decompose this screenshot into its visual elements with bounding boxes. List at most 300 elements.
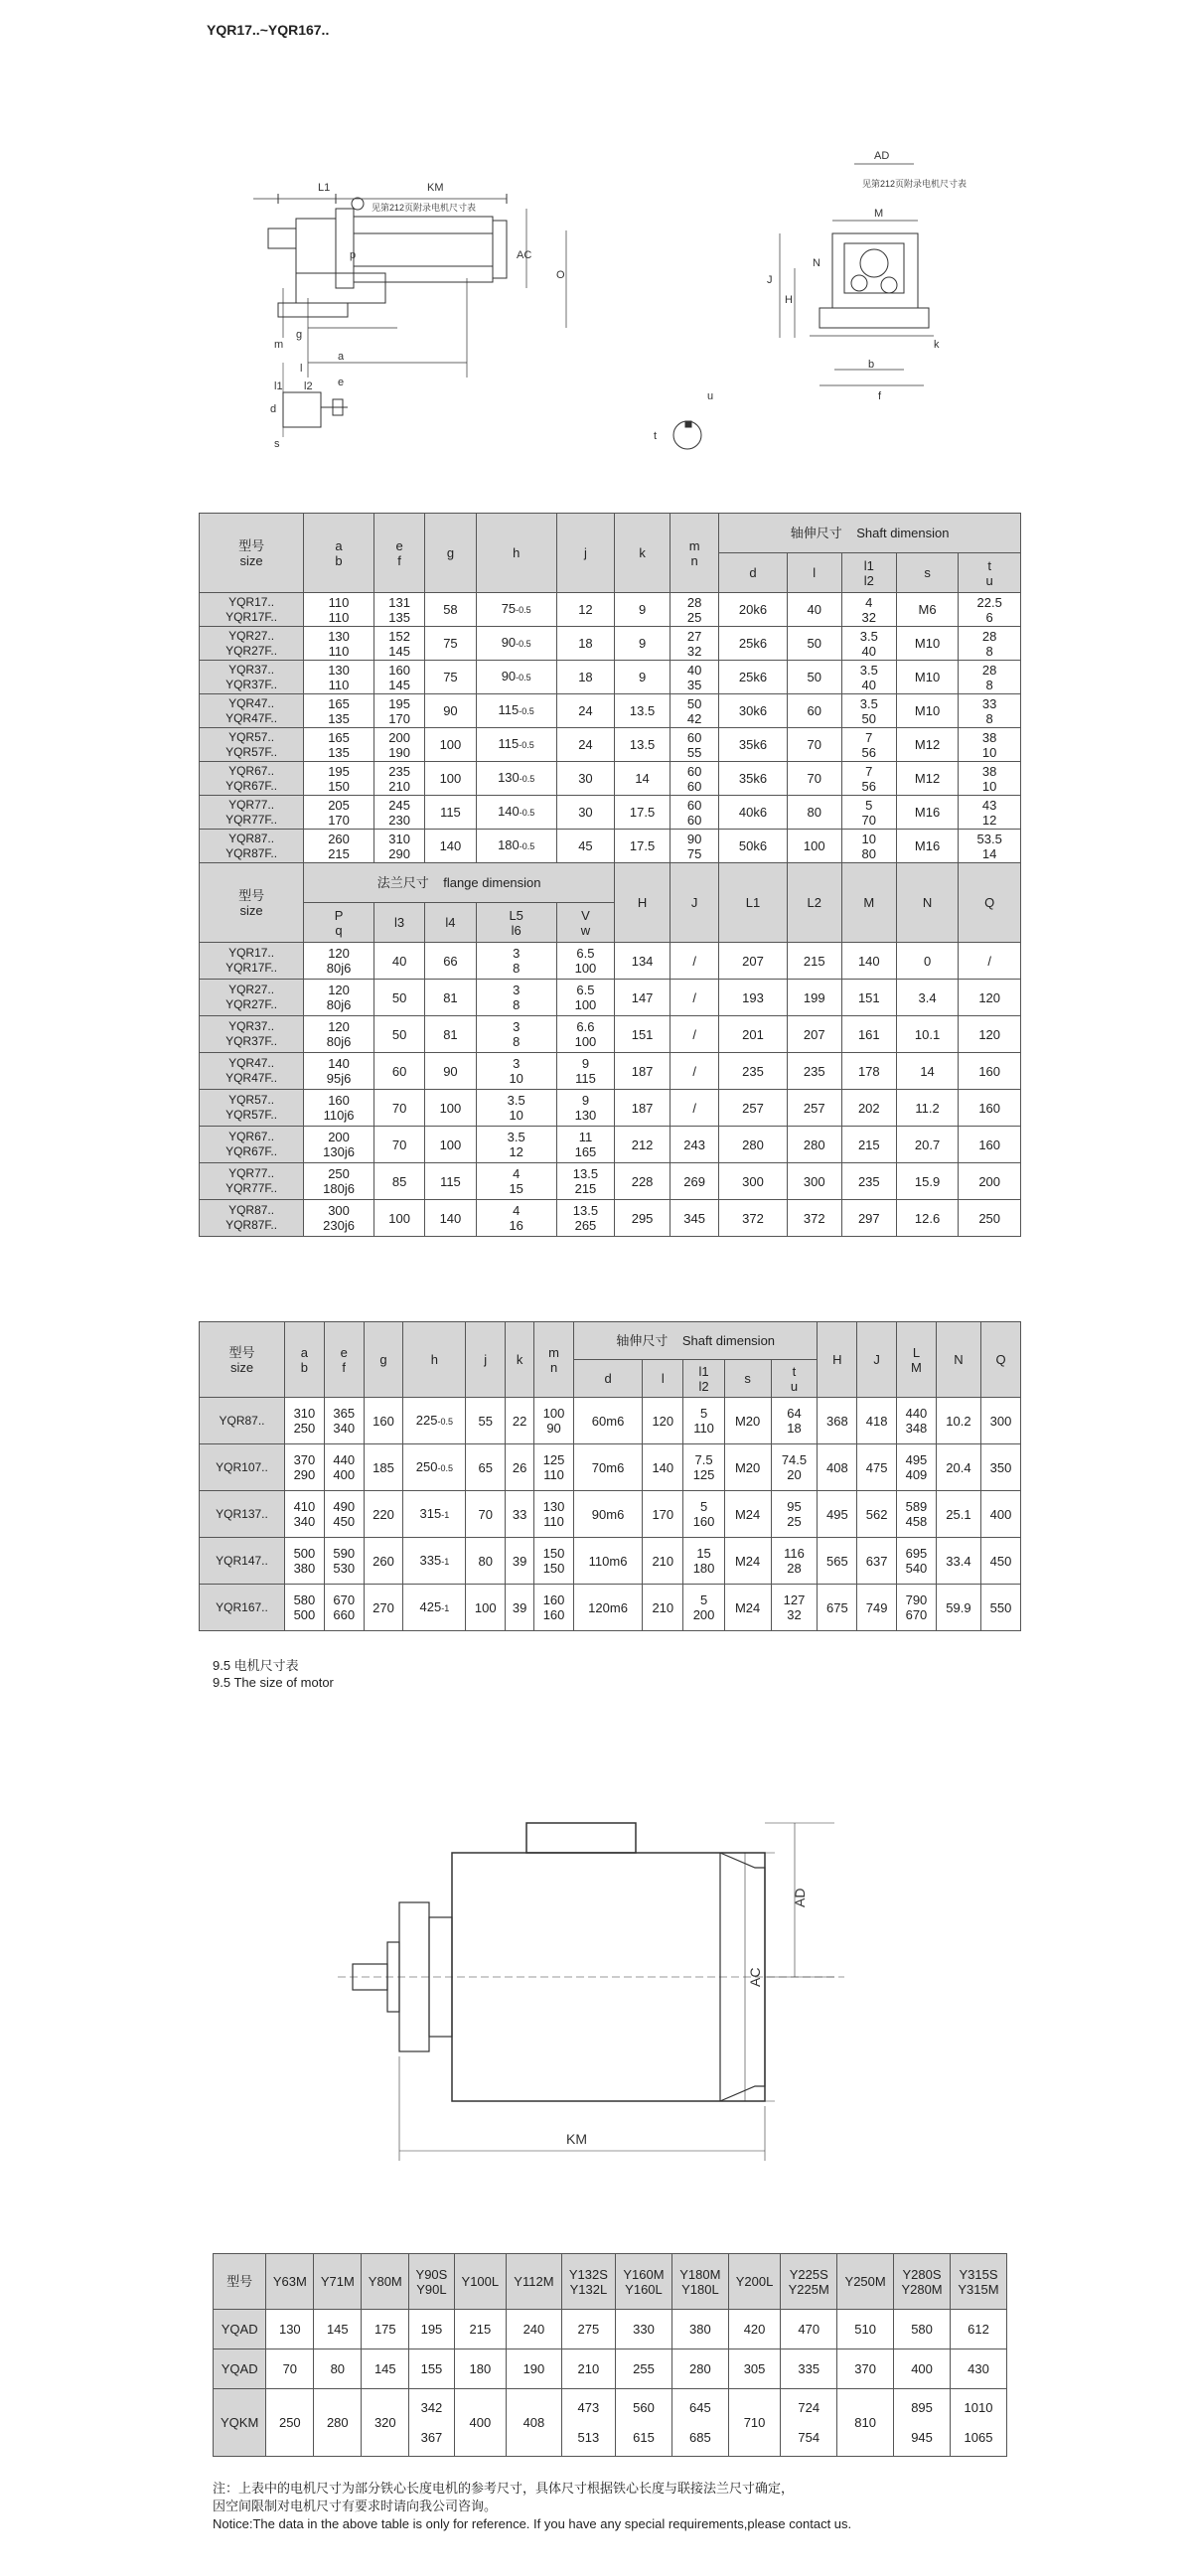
row-label: YQAD [214,2310,266,2349]
cell-k: 13.5 [615,728,670,762]
cell-L2: 300 [787,1163,841,1200]
size-cell: YQR147.. [200,1538,285,1585]
cell-N: 10.1 [896,1016,959,1053]
cell-k: 14 [615,762,670,796]
cell-J: / [670,943,719,980]
motor-model-header: Y80M [362,2254,409,2310]
motor-model-header: Y71M [314,2254,362,2310]
cell-d: 35k6 [719,728,787,762]
table-row [200,830,1021,863]
cell-Q: 120 [959,1016,1021,1053]
cell-J: / [670,1053,719,1090]
cell-ad: 70 [266,2349,314,2389]
cell-l12: 5 160 [683,1491,724,1538]
cell-ad: 80 [314,2349,362,2389]
cell-l: 170 [643,1491,683,1538]
cell-ac: 240 [507,2310,562,2349]
cell-h: 335-1 [403,1538,466,1585]
cell-N: 0 [896,943,959,980]
cell-h: 180-0.5 [476,830,556,863]
label-shaft-l1: l1 [274,380,283,392]
table-row [200,943,1021,980]
cell-l4: 140 [425,1200,476,1237]
table-row [200,796,1021,830]
size-cell: YQR27.. YQR27F.. [200,980,304,1016]
cell-tu: 95 25 [771,1491,818,1538]
cell-ad: 155 [409,2349,454,2389]
cell-vw: 6.5 100 [556,943,614,980]
size-cell: YQR67.. YQR67F.. [200,1127,304,1163]
cell-vw: 6.6 100 [556,1016,614,1053]
cell-M: 178 [841,1053,896,1090]
cell-H: 368 [818,1398,857,1444]
label-H: H [785,294,793,306]
cell-H: 187 [615,1053,670,1090]
cell-tu: 22.5 6 [959,593,1021,627]
cell-k: 33 [506,1491,534,1538]
cell-ab: 205 170 [304,796,374,830]
cell-L1: 280 [719,1127,787,1163]
cell-l3: 85 [373,1163,424,1200]
cell-l4: 90 [425,1053,476,1090]
cell-mn: 60 60 [670,762,719,796]
cell-km: 895 945 [894,2389,951,2457]
cell-j: 18 [556,627,614,661]
size-cell: YQR37.. YQR37F.. [200,1016,304,1053]
cell-k: 9 [615,661,670,694]
cell-l56: 3.5 12 [476,1127,556,1163]
cell-k: 22 [506,1398,534,1444]
cell-tu: 53.5 14 [959,830,1021,863]
motor-row-km [214,2389,1007,2457]
cell-l3: 70 [373,1090,424,1127]
cell-k: 26 [506,1444,534,1491]
cell-N: 20.7 [896,1127,959,1163]
cell-H: 408 [818,1444,857,1491]
cell-j: 30 [556,796,614,830]
cell-g: 270 [364,1585,403,1631]
cell-l: 140 [643,1444,683,1491]
table-row [200,593,1021,627]
size-cell: YQR47.. YQR47F.. [200,694,304,728]
cell-j: 55 [466,1398,506,1444]
table-row [200,1053,1021,1090]
cell-mn: 60 60 [670,796,719,830]
cell-g: 90 [425,694,476,728]
table-row [200,1444,1021,1491]
cell-L1: 235 [719,1053,787,1090]
size-cell: YQR137.. [200,1491,285,1538]
table-row [200,627,1021,661]
cell-l3: 100 [373,1200,424,1237]
cell-J: / [670,980,719,1016]
cell-LM: 440 348 [897,1398,937,1444]
cell-km: 645 685 [671,2389,728,2457]
motor-model-header: Y100L [454,2254,506,2310]
label-p: p [350,249,357,261]
cell-ac: 330 [616,2310,672,2349]
cell-g: 100 [425,728,476,762]
cell-l12: 4 32 [841,593,896,627]
cell-J: 637 [857,1538,897,1585]
row-label: YQAD [214,2349,266,2389]
cell-tu: 127 32 [771,1585,818,1631]
label-shaft-t: t [654,430,658,442]
cell-H: 565 [818,1538,857,1585]
cell-l56: 3 8 [476,1016,556,1053]
cell-L1: 193 [719,980,787,1016]
cell-Q: 160 [959,1090,1021,1127]
cell-H: 495 [818,1491,857,1538]
cell-mn: 28 25 [670,593,719,627]
cell-N: 20.4 [936,1444,980,1491]
cell-ab: 165 135 [304,728,374,762]
cell-ad: 280 [671,2349,728,2389]
motor-model-header: Y90S Y90L [409,2254,454,2310]
label-motor-AC: AC [747,1967,763,1987]
cell-mn: 125 110 [534,1444,574,1491]
cell-ac: 275 [561,2310,615,2349]
motor-model-header: Y132S Y132L [561,2254,615,2310]
cell-km: 320 [362,2389,409,2457]
cell-k: 17.5 [615,830,670,863]
cell-g: 140 [425,830,476,863]
label-see-motor-side: 见第212页附录电机尺寸表 [862,179,968,189]
cell-LM: 589 458 [897,1491,937,1538]
cell-pq: 120 80j6 [304,943,374,980]
cell-ac: 580 [894,2310,951,2349]
header-flange: 法兰尺寸 flange dimension [304,863,615,903]
cell-s: M16 [896,830,959,863]
notice: 注：上表中的电机尺寸为部分铁心长度电机的参考尺寸，具体尺寸根据铁心长度与联接法兰尺寸确定， 因空间限制对电机尺寸有要求时请向我公司咨询。 Notice:The data in the above table is only for reference. If you have any special requirements,please contact us. [213,2481,852,2531]
cell-s: M12 [896,728,959,762]
cell-H: 295 [615,1200,670,1237]
cell-pq: 160 110j6 [304,1090,374,1127]
cell-l4: 66 [425,943,476,980]
size-cell: YQR57.. YQR57F.. [200,1090,304,1127]
size-cell: YQR87.. [200,1398,285,1444]
cell-l3: 50 [373,1016,424,1053]
cell-pq: 250 180j6 [304,1163,374,1200]
cell-km: 1010 1065 [951,2389,1007,2457]
cell-ab: 310 250 [285,1398,325,1444]
cell-d: 25k6 [719,661,787,694]
cell-ef: 310 290 [373,830,424,863]
label-KM: KM [427,182,444,194]
table-row [200,1163,1021,1200]
cell-L2: 199 [787,980,841,1016]
label-L1: L1 [318,182,331,194]
cell-k: 9 [615,593,670,627]
cell-ef: 195 170 [373,694,424,728]
cell-ad: 255 [616,2349,672,2389]
cell-Q: 160 [959,1127,1021,1163]
motor-model-header: Y250M [837,2254,894,2310]
cell-l56: 3 8 [476,980,556,1016]
cell-l12: 7.5 125 [683,1444,724,1491]
cell-l: 70 [787,762,841,796]
cell-M: 297 [841,1200,896,1237]
motor-header-row [214,2254,1007,2310]
cell-vw: 13.5 265 [556,1200,614,1237]
label-O: O [556,269,565,281]
cell-s: M16 [896,796,959,830]
cell-H: 675 [818,1585,857,1631]
cell-l: 210 [643,1538,683,1585]
cell-ac: 145 [314,2310,362,2349]
cell-ad: 210 [561,2349,615,2389]
cell-vw: 6.5 100 [556,980,614,1016]
size-cell: YQR57.. YQR57F.. [200,728,304,762]
motor-model-header: Y225S Y225M [781,2254,837,2310]
table-row [200,1491,1021,1538]
cell-ab: 580 500 [285,1585,325,1631]
motor-model-header: Y112M [507,2254,562,2310]
cell-pq: 300 230j6 [304,1200,374,1237]
label-motor-KM: KM [566,2131,587,2147]
cell-s: M24 [724,1538,771,1585]
cell-km: 710 [728,2389,780,2457]
motor-size-caption: 9.5 电机尺寸表 9.5 The size of motor [213,1658,334,1690]
cell-mn: 60 55 [670,728,719,762]
cell-k: 13.5 [615,694,670,728]
cell-J: / [670,1016,719,1053]
cell-N: 3.4 [896,980,959,1016]
cell-l: 50 [787,661,841,694]
cell-km: 400 [454,2389,506,2457]
cell-ef: 670 660 [324,1585,364,1631]
table-row [200,661,1021,694]
cell-ab: 195 150 [304,762,374,796]
motor-row-ad [214,2349,1007,2389]
cell-Q: 350 [981,1444,1021,1491]
cell-g: 58 [425,593,476,627]
cell-tu: 28 8 [959,627,1021,661]
cell-s: M10 [896,627,959,661]
cell-l4: 100 [425,1127,476,1163]
label-shaft-s: s [274,438,280,450]
cell-l4: 81 [425,1016,476,1053]
cell-ad: 370 [837,2349,894,2389]
label-a: a [338,351,345,363]
table-row [200,694,1021,728]
cell-mn: 100 90 [534,1398,574,1444]
label-shaft-l2: l2 [304,380,313,392]
cell-N: 25.1 [936,1491,980,1538]
cell-ac: 420 [728,2310,780,2349]
cell-L1: 257 [719,1090,787,1127]
cell-ad: 335 [781,2349,837,2389]
cell-L2: 207 [787,1016,841,1053]
cell-M: 235 [841,1163,896,1200]
cell-ac: 215 [454,2310,506,2349]
cell-l3: 50 [373,980,424,1016]
cell-N: 59.9 [936,1585,980,1631]
label-shaft-l: l [300,363,303,375]
cell-l: 60 [787,694,841,728]
cell-km: 408 [507,2389,562,2457]
cell-pq: 120 80j6 [304,980,374,1016]
motor-row-ac [214,2310,1007,2349]
cell-l56: 3 8 [476,943,556,980]
motor-size-table [213,2253,1007,2457]
cell-j: 24 [556,728,614,762]
cell-ef: 152 145 [373,627,424,661]
cell-km: 250 [266,2389,314,2457]
cell-l56: 3 10 [476,1053,556,1090]
cell-L2: 257 [787,1090,841,1127]
cell-g: 75 [425,627,476,661]
cell-ef: 131 135 [373,593,424,627]
table-row [200,1398,1021,1444]
cell-mn: 27 32 [670,627,719,661]
cell-ab: 410 340 [285,1491,325,1538]
label-J: J [767,274,773,286]
cell-H: 212 [615,1127,670,1163]
cell-j: 18 [556,661,614,694]
cell-M: 140 [841,943,896,980]
cell-k: 17.5 [615,796,670,830]
cell-d: 60m6 [573,1398,642,1444]
cell-mn: 150 150 [534,1538,574,1585]
cell-l56: 4 16 [476,1200,556,1237]
cell-L1: 201 [719,1016,787,1053]
label-f: f [878,390,882,402]
size-cell: YQR77.. YQR77F.. [200,796,304,830]
label-g: g [296,329,303,341]
cell-h: 250-0.5 [403,1444,466,1491]
cell-tu: 43 12 [959,796,1021,830]
cell-l12: 10 80 [841,830,896,863]
motor-drawing [328,1808,864,2186]
cell-l12: 5 70 [841,796,896,830]
dimension-table-2: 型号 size a b e f g h j k m n 轴伸尺寸 Shaft dimension H J L M N Q d l l1 l2 s t u YQR87.. 310 250 365 340 160 225-0.5 55 22 100 90 60m6 120 5 110 M20 64 18 368 418 440 348 10.2 300 YQR107.. 370 290 440 400 185 250-0.5 65 26 125 110 70m6 140 7.5 125 M20 74.5 20 408 475 495 409 20.4 350 YQR137.. 410 340 490 450 220 315-1 70 33 130 110 90m6 170 5 160 M24 95 25 495 562 589 458 25.1 400 YQR147.. 500 380 590 530 260 335-1 80 39 150 150 110m6 210 15 180 M24 116 28 565 637 695 540 33.4 450 YQR167.. 580 500 670 660 270 425-1 100 39 160 160 120m6 210 5 200 M24 127 32 675 749 790 670 59.9 550 [199,1321,1021,1631]
gear-motor-drawing [238,139,1013,497]
cell-N: 33.4 [936,1538,980,1585]
cell-N: 12.6 [896,1200,959,1237]
cell-J: 749 [857,1585,897,1631]
cell-H: 134 [615,943,670,980]
cell-l: 120 [643,1398,683,1444]
cell-km: 473 513 [561,2389,615,2457]
cell-h: 130-0.5 [476,762,556,796]
cell-l12: 15 180 [683,1538,724,1585]
cell-d: 70m6 [573,1444,642,1491]
cell-ab: 500 380 [285,1538,325,1585]
size-cell: YQR17.. YQR17F.. [200,593,304,627]
cell-ac: 175 [362,2310,409,2349]
cell-Q: 160 [959,1053,1021,1090]
cell-N: 11.2 [896,1090,959,1127]
cell-tu: 64 18 [771,1398,818,1444]
cell-g: 160 [364,1398,403,1444]
table-row [200,728,1021,762]
label-AD: AD [874,150,890,162]
label-M: M [874,208,884,220]
motor-model-header: Y180M Y180L [671,2254,728,2310]
cell-L1: 300 [719,1163,787,1200]
cell-k: 39 [506,1585,534,1631]
cell-l: 100 [787,830,841,863]
cell-l3: 70 [373,1127,424,1163]
cell-H: 187 [615,1090,670,1127]
cell-N: 15.9 [896,1163,959,1200]
cell-j: 80 [466,1538,506,1585]
cell-ab: 370 290 [285,1444,325,1491]
cell-j: 45 [556,830,614,863]
label-e: e [338,377,345,388]
cell-l12: 7 56 [841,762,896,796]
motor-model-header: Y280S Y280M [894,2254,951,2310]
label-motor-AD: AD [792,1888,808,1907]
cell-h: 115-0.5 [476,694,556,728]
dimension-table-1: 型号 size a b e f g h j k m n 轴伸尺寸 Shaft dimension d l l1 l2 s t u YQR17.. YQR17F.. 110 110 131 135 58 75-0.5 12 9 28 25 20k6 40 4 32 M6 22.5 6 YQR27.. YQR27F.. 130 110 152 145 75 90-0.5 18 9 27 32 25k6 50 3.5 40 M10 28 8 YQR37.. YQR37F.. 130 110 160 145 75 90-0.5 18 9 40 35 25k6 50 3.5 40 M10 28 8 YQR47.. YQR47F.. 165 135 195 170 90 115-0.5 24 13.5 50 42 30k6 60 3.5 50 M10 33 8 YQR57.. YQR57F.. 165 135 200 190 100 115-0.5 24 13.5 60 55 35k6 70 7 56 M12 38 10 YQR67.. YQR67F.. 195 150 235 210 100 130-0.5 30 14 60 60 35k6 70 7 56 M12 38 10 YQR77.. YQR77F.. 205 170 245 230 115 140-0.5 30 17.5 60 60 40k6 80 5 70 M16 43 12 YQR87.. YQR87F.. 260 215 310 290 140 180-0.5 45 17.5 90 75 50k6 100 10 80 M16 53.5 14 型号 size 法兰尺寸 flange dimension H J L1 L2 M N Q P q l3 l4 L5 l6 V w YQR17.. YQR17F.. 120 80j6 40 66 3 8 6.5 100 134 / 207 215 140 0 / YQR27.. YQR27F.. 120 80j6 50 81 3 8 6.5 100 147 / 193 199 151 3.4 120 YQR37.. YQR37F.. 120 80j6 50 81 3 8 6.6 100 151 / 201 207 161 10.1 120 YQR47.. YQR47F.. 140 95j6 60 90 3 10 9 115 187 / 235 235 178 14 160 YQR57.. YQR57F.. 160 110j6 70 100 3.5 10 9 130 187 / 257 257 202 11.2 160 YQR67.. YQR67F.. 200 130j6 70 100 3.5 12 11 165 212 243 280 280 215 20.7 160 YQR77.. YQR77F.. 250 180j6 85 115 4 15 13.5 215 228 269 300 300 235 15.9 200 YQR87.. YQR87F.. 300 230j6 100 140 4 16 13.5 265 295 345 372 372 297 12.6 250 [199,513,1021,1237]
cell-l12: 3.5 40 [841,627,896,661]
cell-k: 9 [615,627,670,661]
cell-h: 140-0.5 [476,796,556,830]
cell-l: 70 [787,728,841,762]
header-size: 型号 size [200,514,304,593]
cell-l12: 5 110 [683,1398,724,1444]
cell-mn: 50 42 [670,694,719,728]
cell-LM: 495 409 [897,1444,937,1491]
cell-pq: 120 80j6 [304,1016,374,1053]
cell-ab: 260 215 [304,830,374,863]
table-row [200,1127,1021,1163]
cell-L2: 372 [787,1200,841,1237]
cell-l: 40 [787,593,841,627]
cell-s: M20 [724,1398,771,1444]
cell-tu: 38 10 [959,728,1021,762]
cell-mn: 160 160 [534,1585,574,1631]
cell-tu: 116 28 [771,1538,818,1585]
cell-ad: 190 [507,2349,562,2389]
cell-J: 243 [670,1127,719,1163]
motor-model-header: Y63M [266,2254,314,2310]
label-k: k [934,339,940,351]
cell-l4: 100 [425,1090,476,1127]
cell-ac: 195 [409,2310,454,2349]
cell-L2: 235 [787,1053,841,1090]
cell-Q: 550 [981,1585,1021,1631]
cell-mn: 90 75 [670,830,719,863]
table-row [200,1090,1021,1127]
cell-d: 25k6 [719,627,787,661]
cell-km: 724 754 [781,2389,837,2457]
cell-ef: 440 400 [324,1444,364,1491]
cell-ac: 612 [951,2310,1007,2349]
cell-j: 100 [466,1585,506,1631]
table-row [200,762,1021,796]
cell-l12: 3.5 40 [841,661,896,694]
cell-L2: 215 [787,943,841,980]
motor-model-header: 型号 [214,2254,266,2310]
table-row [200,1585,1021,1631]
cell-Q: 400 [981,1491,1021,1538]
cell-H: 147 [615,980,670,1016]
cell-vw: 9 115 [556,1053,614,1090]
cell-s: M10 [896,661,959,694]
cell-h: 315-1 [403,1491,466,1538]
cell-ad: 145 [362,2349,409,2389]
cell-g: 115 [425,796,476,830]
size-cell: YQR47.. YQR47F.. [200,1053,304,1090]
cell-pq: 200 130j6 [304,1127,374,1163]
label-N: N [813,257,820,269]
cell-ab: 130 110 [304,627,374,661]
cell-h: 75-0.5 [476,593,556,627]
cell-l3: 40 [373,943,424,980]
